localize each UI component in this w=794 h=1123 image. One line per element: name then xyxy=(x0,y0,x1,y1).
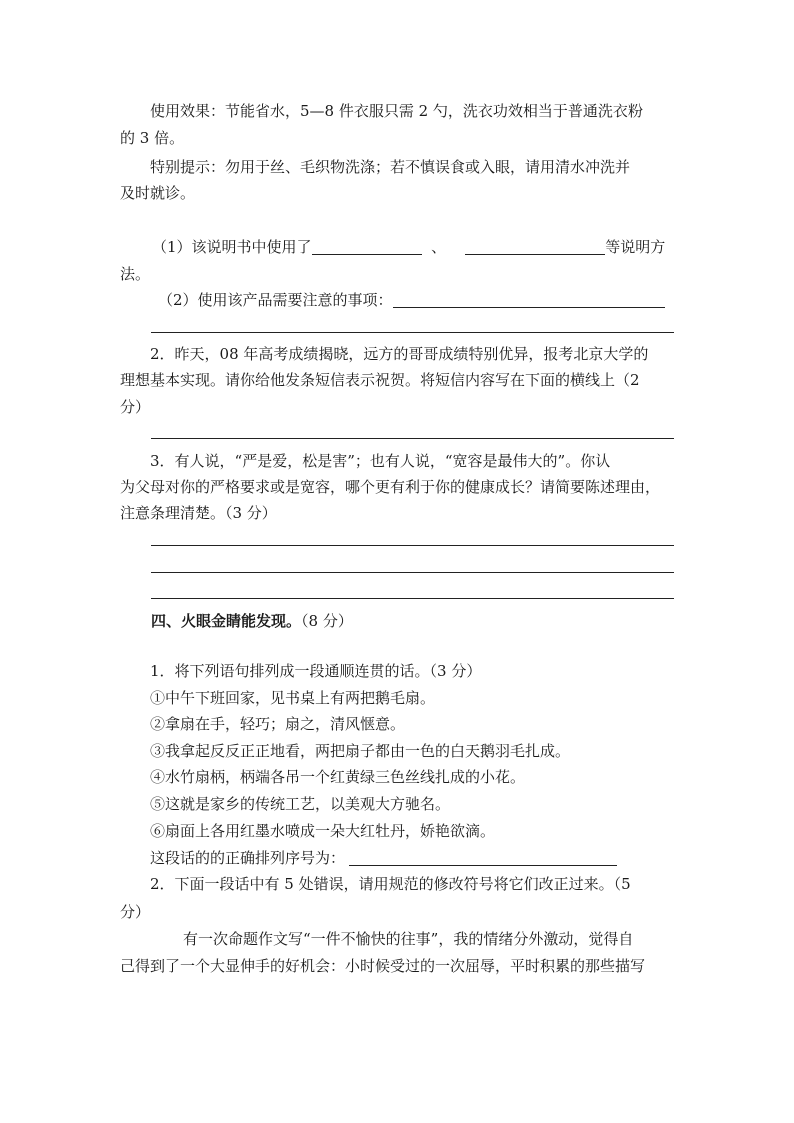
ordering-answer-line xyxy=(150,848,617,868)
answer-blank-order[interactable] xyxy=(349,849,617,866)
question-2-text: （2）使用该产品需要注意的事项： xyxy=(158,291,393,309)
correction-question-line-2: 分） xyxy=(120,903,151,921)
separator-comma: 、 xyxy=(431,238,447,256)
question-1-text: （1）该说明书中使用了 xyxy=(152,238,312,256)
ordering-answer-label: 这段话的的正确排列序号为： xyxy=(150,849,346,867)
parenting-question-line-3: 注意条理清楚。（3 分） xyxy=(120,504,277,522)
sms-question-line-2: 理想基本实现。请你给他发条短信表示祝贺。将短信内容写在下面的横线上（2 xyxy=(120,371,640,389)
correction-question-line: 2．下面一段话中有 5 处错误，请用规范的修改符号将它们改正过来。（5 xyxy=(150,875,631,893)
sms-question-line: 2．昨天，08 年高考成绩揭晓，远方的哥哥成绩特别优异，报考北京大学的 xyxy=(150,345,649,363)
answer-line-precautions-2[interactable] xyxy=(151,332,674,333)
special-notice-line-cont: 及时就诊。 xyxy=(120,184,196,202)
question-1-text-end: 等说明方 xyxy=(605,238,666,256)
question-2-line xyxy=(158,290,665,310)
answer-line-parenting-2[interactable] xyxy=(151,572,674,573)
usage-effect-line: 使用效果：节能省水，5—8 件衣服只需 2 勺，洗衣功效相当于普通洗衣粉 xyxy=(150,102,643,120)
answer-blank-method-2[interactable] xyxy=(465,238,605,255)
sentence-6: ⑥扇面上各用红墨水喷成一朵大红牡丹，娇艳欲滴。 xyxy=(150,822,496,840)
answer-line-sms[interactable] xyxy=(151,438,674,439)
parenting-question-line-2: 为父母对你的严格要求或是宽容，哪个更有利于你的健康成长？请简要陈述理由， xyxy=(120,478,661,496)
section-4-points: （8 分） xyxy=(301,612,353,630)
sentence-3: ③我拿起反反正正地看，两把扇子都由一色的白天鹅羽毛扎成。 xyxy=(150,742,571,760)
sentence-4: ④水竹扇柄，柄端各吊一个红黄绿三色丝线扎成的小花。 xyxy=(150,768,526,786)
passage-line-2: 己得到了一个大显伸手的好机会：小时候受过的一次屈辱，平时积累的那些描写 xyxy=(120,957,646,975)
answer-line-parenting-3[interactable] xyxy=(151,598,674,599)
passage-line-1: 有一次命题作文写“一件不愉快的往事”，我的情绪分外激动，觉得自 xyxy=(183,930,634,948)
answer-line-parenting-1[interactable] xyxy=(151,545,674,546)
sentence-1: ①中午下班回家，见书桌上有两把鹅毛扇。 xyxy=(150,689,436,707)
question-1-line xyxy=(152,237,665,257)
section-4-heading xyxy=(151,611,353,631)
answer-blank-precautions[interactable] xyxy=(393,291,665,308)
parenting-question-line: 3．有人说，“严是爱，松是害”；也有人说，“宽容是最伟大的”。你认 xyxy=(150,452,611,470)
special-notice-line: 特别提示：勿用于丝、毛织物洗涤；若不慎误食或入眼，请用清水冲洗并 xyxy=(150,158,631,176)
usage-effect-line-cont: 的 3 倍。 xyxy=(120,129,185,147)
sms-question-line-3: 分） xyxy=(120,398,151,416)
ordering-question-line: 1．将下列语句排列成一段通顺连贯的话。（3 分） xyxy=(150,662,482,680)
sentence-2: ②拿扇在手，轻巧；扇之，清风惬意。 xyxy=(150,715,406,733)
answer-blank-method-1[interactable] xyxy=(312,238,422,255)
section-4-title: 四、火眼金睛能发现。 xyxy=(151,612,302,630)
sentence-5: ⑤这就是家乡的传统工艺，以美观大方驰名。 xyxy=(150,795,451,813)
question-1-line-cont: 法。 xyxy=(120,265,151,283)
